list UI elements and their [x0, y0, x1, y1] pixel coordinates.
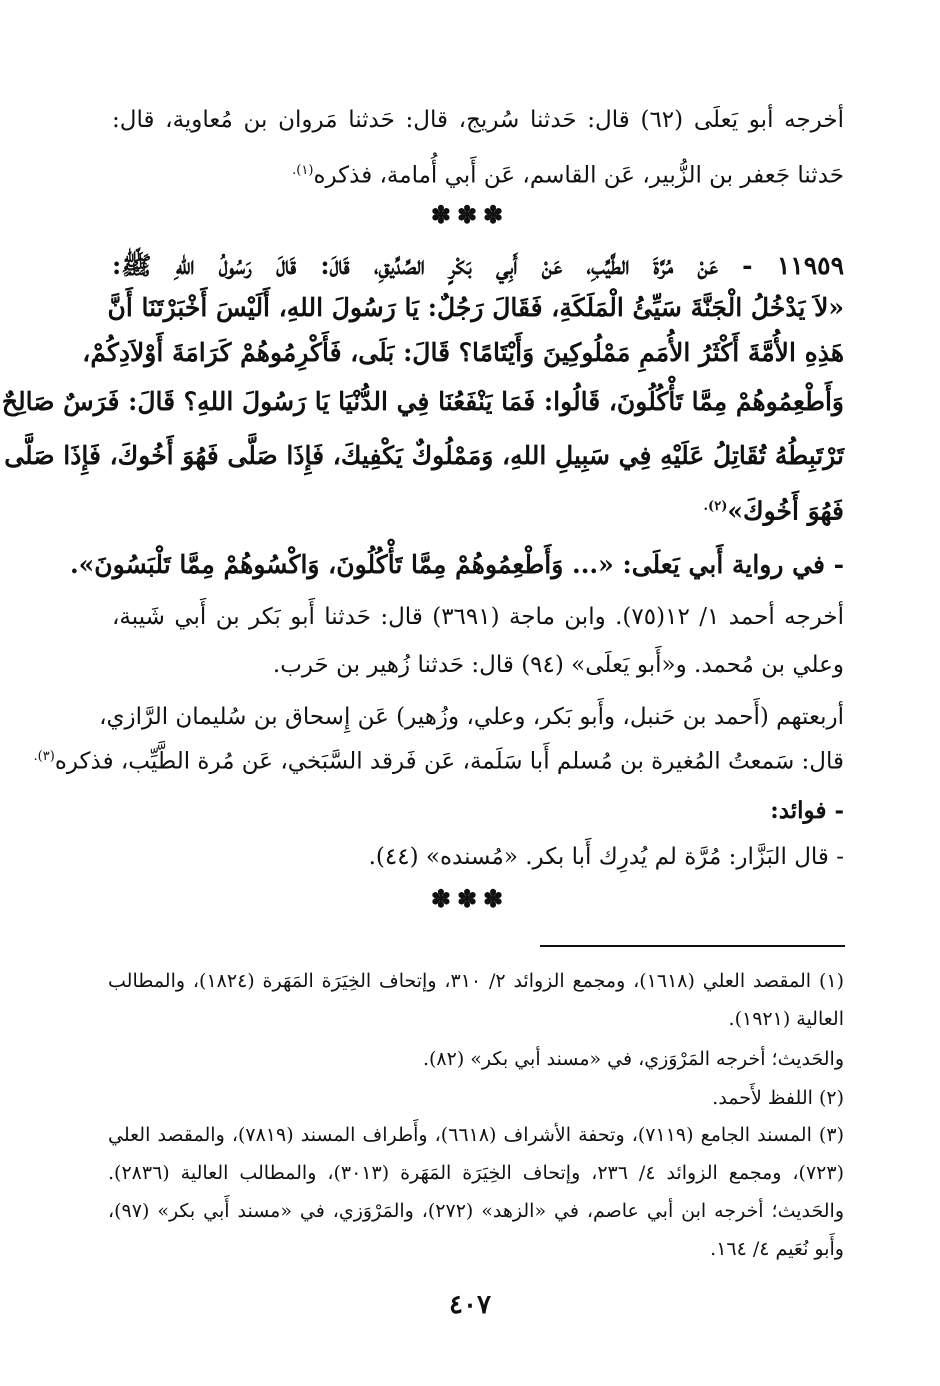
benefits-heading: - فوائد: — [770, 797, 844, 824]
footnote-2: (٢) اللفظ لأَحمد. — [712, 1087, 844, 1109]
footnote-1-line-1: (١) المقصد العلي (١٦١٨)، ومجمع الزوائد ٢/ ٣١٠، وإتحاف الخِيَرَة المَهَرة (١٨٢٤)، والمطالب — [108, 970, 844, 992]
intro-line-2 — [292, 154, 844, 193]
takhrij-line-4 — [33, 740, 844, 779]
section-separator: ✽✽✽ — [430, 200, 510, 229]
footnote-ref-1: (١). — [292, 163, 314, 178]
page-number: ٤٠٧ — [449, 1290, 491, 1320]
footnote-1-line-2: العالية (١٩٢١). — [728, 1008, 844, 1030]
hadith-text-line-4: تَرْتَبِطُهُ تُقَاتِلُ عَلَيْهِ فِي سَبِيلِ اللهِ، وَمَمْلُوكٌ يَكْفِيكَ، فَإِذَا صَلَّى فَهُوَ أَخُوكَ، فَإِذَا صَلَّى — [4, 441, 844, 470]
hadith-number-line: ١١٩٥٩ - عَنْ مُرَّةَ الطَّيِّبِ، عَنْ أَبِي بَكْرٍ الصِّدِّيقِ، قَالَ: قَالَ رَسُولُ اللهِ ﷺ: — [112, 251, 844, 280]
section-separator-2: ✽✽✽ — [430, 884, 510, 913]
intro-line-2-text: حَدثنا جَعفر بن الزُّبير، عَن القاسم، عَن أَبي أُمامة، فذكره — [313, 162, 844, 189]
hadith-text-line-3: وَأَطْعِمُوهُمْ مِمَّا تَأْكُلُونَ، قَالُوا: فَمَا يَنْفَعُنَا فِي الدُّنْيَا يَا رَسُولَ اللهِ؟ قَالَ: فَرَسٌ صَالِحٌ — [1, 387, 844, 416]
hadith-text-line-5-text: فَهُوَ أَخُوكَ» — [727, 496, 844, 526]
footnote-3-line-2: (٧٢٣)، ومجمع الزوائد ٤/ ٢٣٦، وإتحاف الخِيَرَة المَهَرة (٣٠١٣)، والمطالب العالية (٢٨٣٦). — [108, 1162, 844, 1184]
footnote-divider — [540, 945, 845, 947]
takhrij-line-2: وعلي بن مُحمد. و«أَبو يَعلَى» (٩٤) قال: حَدثنا زُهير بن حَرب. — [272, 652, 844, 678]
hadith-text-line-5 — [704, 490, 844, 528]
footnote-3-line-1: (٣) المسند الجامع (٧١١٩)، وتحفة الأشراف (٦٦١٨)، وأَطراف المسند (٧٨١٩)، والمقصد العلي — [108, 1124, 844, 1146]
takhrij-line-1: أخرجه أحمد ١/ ١٢(٧٥). وابن ماجة (٣٦٩١) قال: حَدثنا أَبو بَكر بن أَبي شَيبة، — [112, 604, 845, 630]
footnote-1-line-3: والحَديث؛ أخرجه المَرْوَزي، في «مسند أبي بكر» (٨٢). — [422, 1048, 844, 1070]
benefits-item: - قال البَزَّار: مُرَّة لم يُدرِك أَبا بكر. «مُسنده» (٤٤). — [368, 844, 844, 870]
hadith-text-line-1: «لاَ يَدْخُلُ الْجَنَّةَ سَيِّئُ الْمَلَكَةِ، فَقَالَ رَجُلٌ: يَا رَسُولَ اللهِ، أَلَيْسَ أَخْبَرْتَنَا أَنَّ — [107, 293, 844, 322]
variant-narration: - في رواية أَبي يَعلَى: «... وَأَطْعِمُوهُمْ مِمَّا تَأْكُلُونَ، وَاكْسُوهُمْ مِمَّا تَلْبَسُونَ». — [69, 550, 844, 579]
takhrij-line-3: أربعتهم (أَحمد بن حَنبل، وأَبو بَكر، وعلي، وزُهير) عَن إِسحاق بن سُليمان الرَّازي، — [99, 704, 844, 730]
takhrij-line-4-text: قال: سَمعتُ المُغيرة بن مُسلم أَبا سَلَمة، عَن فَرقد السَّبَخي، عَن مُرة الطَّيِّب، فذكره — [54, 748, 844, 775]
intro-line-1: أخرجه أبو يَعلَى (٦٢) قال: حَدثنا سُريج، قال: حَدثنا مَروان بن مُعاوية، قال: — [112, 107, 844, 133]
footnote-3-line-4: وأَبو نُعَيم ٤/ ١٦٤. — [710, 1238, 844, 1260]
footnote-3-line-3: والحَديث؛ أخرجه ابن أبي عاصم، في «الزهد» (٢٧٢)، والمَرْوَزي، في «مسند أَبي بكر» (٩٧)، — [108, 1200, 844, 1222]
footnote-ref-3: (٣). — [33, 749, 55, 764]
footnote-ref-2: (٢). — [703, 499, 728, 514]
hadith-text-line-2: هَذِهِ الأُمَّةَ أَكْثَرُ الأُمَمِ مَمْلُوكِينَ وَأَيْتَامًا؟ قَالَ: بَلَى، فَأَكْرِمُوهُمْ كَرَامَةَ أَوْلاَدِكُمْ، — [82, 338, 844, 367]
